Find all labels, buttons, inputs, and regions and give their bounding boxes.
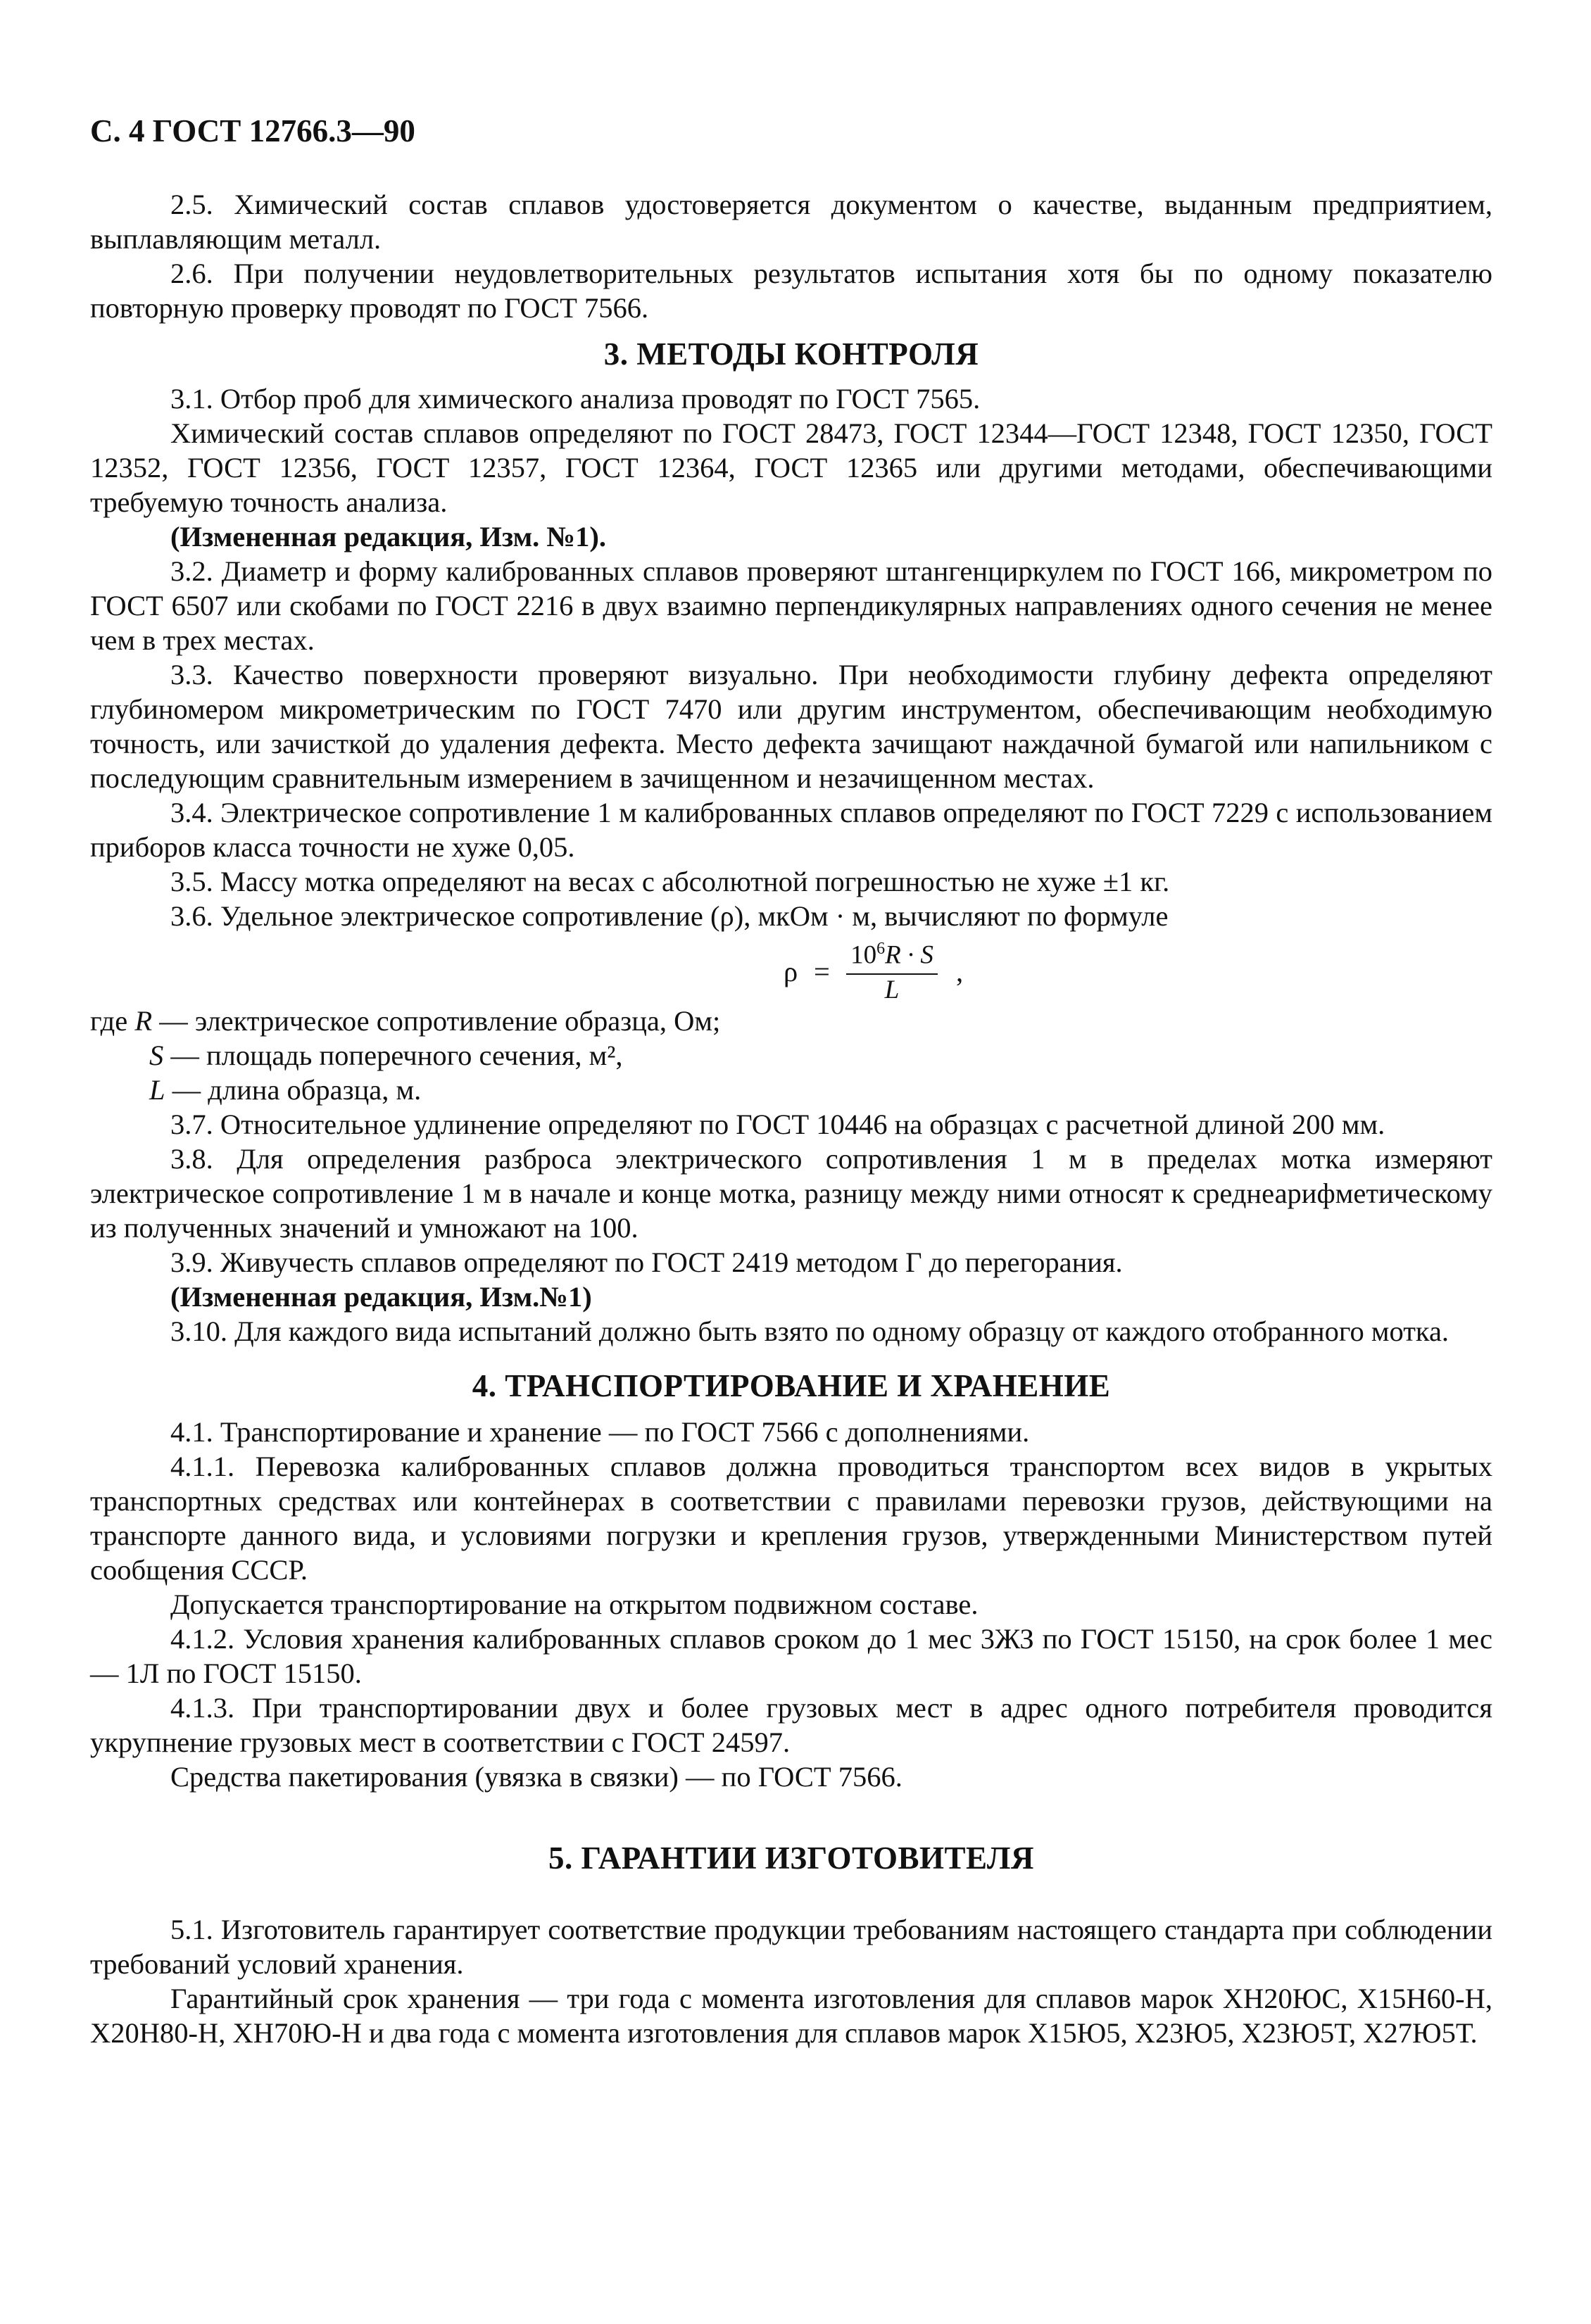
- formula-equals: =: [814, 956, 830, 987]
- formula-power-base: 10: [850, 940, 877, 970]
- definition-text: — электрическое сопротивление образца, Ом;: [152, 1005, 721, 1037]
- paragraph-3-6: 3.6. Удельное электрическое сопротивление (ρ), мкОм · м, вычисляют по формуле: [170, 900, 1169, 932]
- paragraph-3-1-chemical: Химический состав сплавов определяют по ГОСТ 28473, ГОСТ 12344—ГОСТ 12348, ГОСТ 12350, ГОСТ 12352, ГОСТ 12356, ГОСТ 12357, ГОСТ 12364, ГОСТ 12365 или другими методами, обеспечивающими требуемую точность анализа.: [90, 417, 1492, 518]
- paragraph-4-1-2: 4.1.2. Условия хранения калиброванных сплавов сроком до 1 мес 3ЖЗ по ГОСТ 15150, на срок более 1 мес — 1Л по ГОСТ 15150.: [90, 1623, 1492, 1689]
- amendment-note: (Измененная редакция, Изм.№1): [170, 1281, 592, 1313]
- paragraph-3-3: 3.3. Качество поверхности проверяют визуально. При необходимости глубину дефекта определяют глубиномером микрометрическим по ГОСТ 7470 или другим инструментом, обеспечивающим необходимую точность, или зачисткой до удаления дефекта. Место дефекта зачищают наждачной бумагой или напильником с последующим сравнительным измерением в зачищенном и незачищенном местах.: [90, 659, 1492, 794]
- paragraph-2-5: 2.5. Химический состав сплавов удостоверяется документом о качестве, выданным предприятием, выплавляющим металл.: [90, 189, 1492, 255]
- amendment-note: (Измененная редакция, Изм. №1).: [170, 521, 606, 552]
- formula-power-exponent: 6: [876, 940, 886, 958]
- paragraph-4-1-3-packaging: Средства пакетирования (увязка в связки) — по ГОСТ 7566.: [170, 1761, 903, 1793]
- resistivity-formula: [90, 933, 1492, 1004]
- formula-numerator-rest: R · S: [885, 940, 933, 970]
- section-3-title: 3. МЕТОДЫ КОНТРОЛЯ: [603, 336, 979, 372]
- paragraph-3-2: 3.2. Диаметр и форму калиброванных сплавов проверяют штангенциркулем по ГОСТ 166, микрометром по ГОСТ 6507 или скобами по ГОСТ 2216 в двух взаимно перпендикулярных направлениях одного сечения не менее чем в трех местах.: [90, 555, 1492, 656]
- formula-definitions: [90, 1004, 1492, 1107]
- paragraph-4-1-3: 4.1.3. При транспортировании двух и более грузовых мест в адрес одного потребителя проводится укрупнение грузовых мест в соответствии с ГОСТ 24597.: [90, 1692, 1492, 1758]
- definition-text: — длина образца, м.: [165, 1074, 422, 1106]
- definition-prefix: где: [90, 1005, 135, 1037]
- page-header: С. 4 ГОСТ 12766.3—90: [90, 113, 415, 149]
- paragraph-2-6: 2.6. При получении неудовлетворительных результатов испытания хотя бы по одному показателю повторную проверку проводят по ГОСТ 7566.: [90, 258, 1492, 324]
- formula-lhs: ρ: [784, 956, 798, 987]
- section-4-title: 4. ТРАНСПОРТИРОВАНИЕ И ХРАНЕНИЕ: [472, 1368, 1111, 1403]
- definition-text: — площадь поперечного сечения, м²,: [163, 1040, 623, 1071]
- definition-symbol: L: [149, 1074, 165, 1106]
- definition-l: [90, 1073, 1492, 1107]
- definition-symbol: R: [134, 1005, 153, 1037]
- definition-symbol: S: [149, 1040, 164, 1071]
- paragraph-3-5: 3.5. Массу мотка определяют на весах с абсолютной погрешностью не хуже ±1 кг.: [170, 866, 1170, 897]
- paragraph-3-1: 3.1. Отбор проб для химического анализа проводят по ГОСТ 7565.: [170, 383, 981, 415]
- paragraph-3-9: 3.9. Живучесть сплавов определяют по ГОСТ 2419 методом Г до перегорания.: [170, 1246, 1123, 1278]
- paragraph-3-7: 3.7. Относительное удлинение определяют по ГОСТ 10446 на образцах с расчетной длиной 200 мм.: [170, 1109, 1385, 1140]
- formula-fraction: [846, 933, 938, 1006]
- paragraph-3-8: 3.8. Для определения разброса электрического сопротивления 1 м в пределах мотка измеряют электрическое сопротивление 1 м в начале и конце мотка, разницу между ними относят к среднеарифметическому из полученных значений и умножают на 100.: [90, 1143, 1492, 1244]
- paragraph-4-1: 4.1. Транспортирование и хранение — по ГОСТ 7566 с дополнениями.: [170, 1416, 1030, 1448]
- formula-denominator: L: [884, 975, 900, 1005]
- paragraph-3-10: 3.10. Для каждого вида испытаний должно быть взято по одному образцу от каждого отобранного мотка.: [170, 1315, 1449, 1347]
- paragraph-5-1-warranty: Гарантийный срок хранения — три года с момента изготовления для сплавов марок ХН20ЮС, Х15Н60-Н, Х20Н80-Н, ХН70Ю-Н и два года с момента изготовления для сплавов марок Х15Ю5, Х23Ю5, Х23Ю5Т, Х27Ю5Т.: [90, 1983, 1492, 2049]
- definition-r: [90, 1004, 1492, 1038]
- section-5-title: 5. ГАРАНТИИ ИЗГОТОВИТЕЛЯ: [548, 1840, 1034, 1876]
- formula-numerator: [846, 933, 938, 975]
- formula-comma: ,: [956, 956, 964, 987]
- paragraph-4-1-1: 4.1.1. Перевозка калиброванных сплавов должна проводиться транспортом всех видов в укрытых транспортных средствах или контейнерах в соответствии с правилами перевозки грузов, действующими на транспорте данного вида, и условиями погрузки и крепления грузов, утвержденными Министерством путей сообщения СССР.: [90, 1451, 1492, 1586]
- paragraph-3-4: 3.4. Электрическое сопротивление 1 м калиброванных сплавов определяют по ГОСТ 7229 с использованием приборов класса точности не хуже 0,05.: [90, 797, 1492, 863]
- paragraph-4-1-1-open: Допускается транспортирование на открытом подвижном составе.: [170, 1589, 979, 1620]
- definition-s: [90, 1038, 1492, 1073]
- paragraph-5-1: 5.1. Изготовитель гарантирует соответствие продукции требованиям настоящего стандарта при соблюдении требований условий хранения.: [90, 1914, 1492, 1980]
